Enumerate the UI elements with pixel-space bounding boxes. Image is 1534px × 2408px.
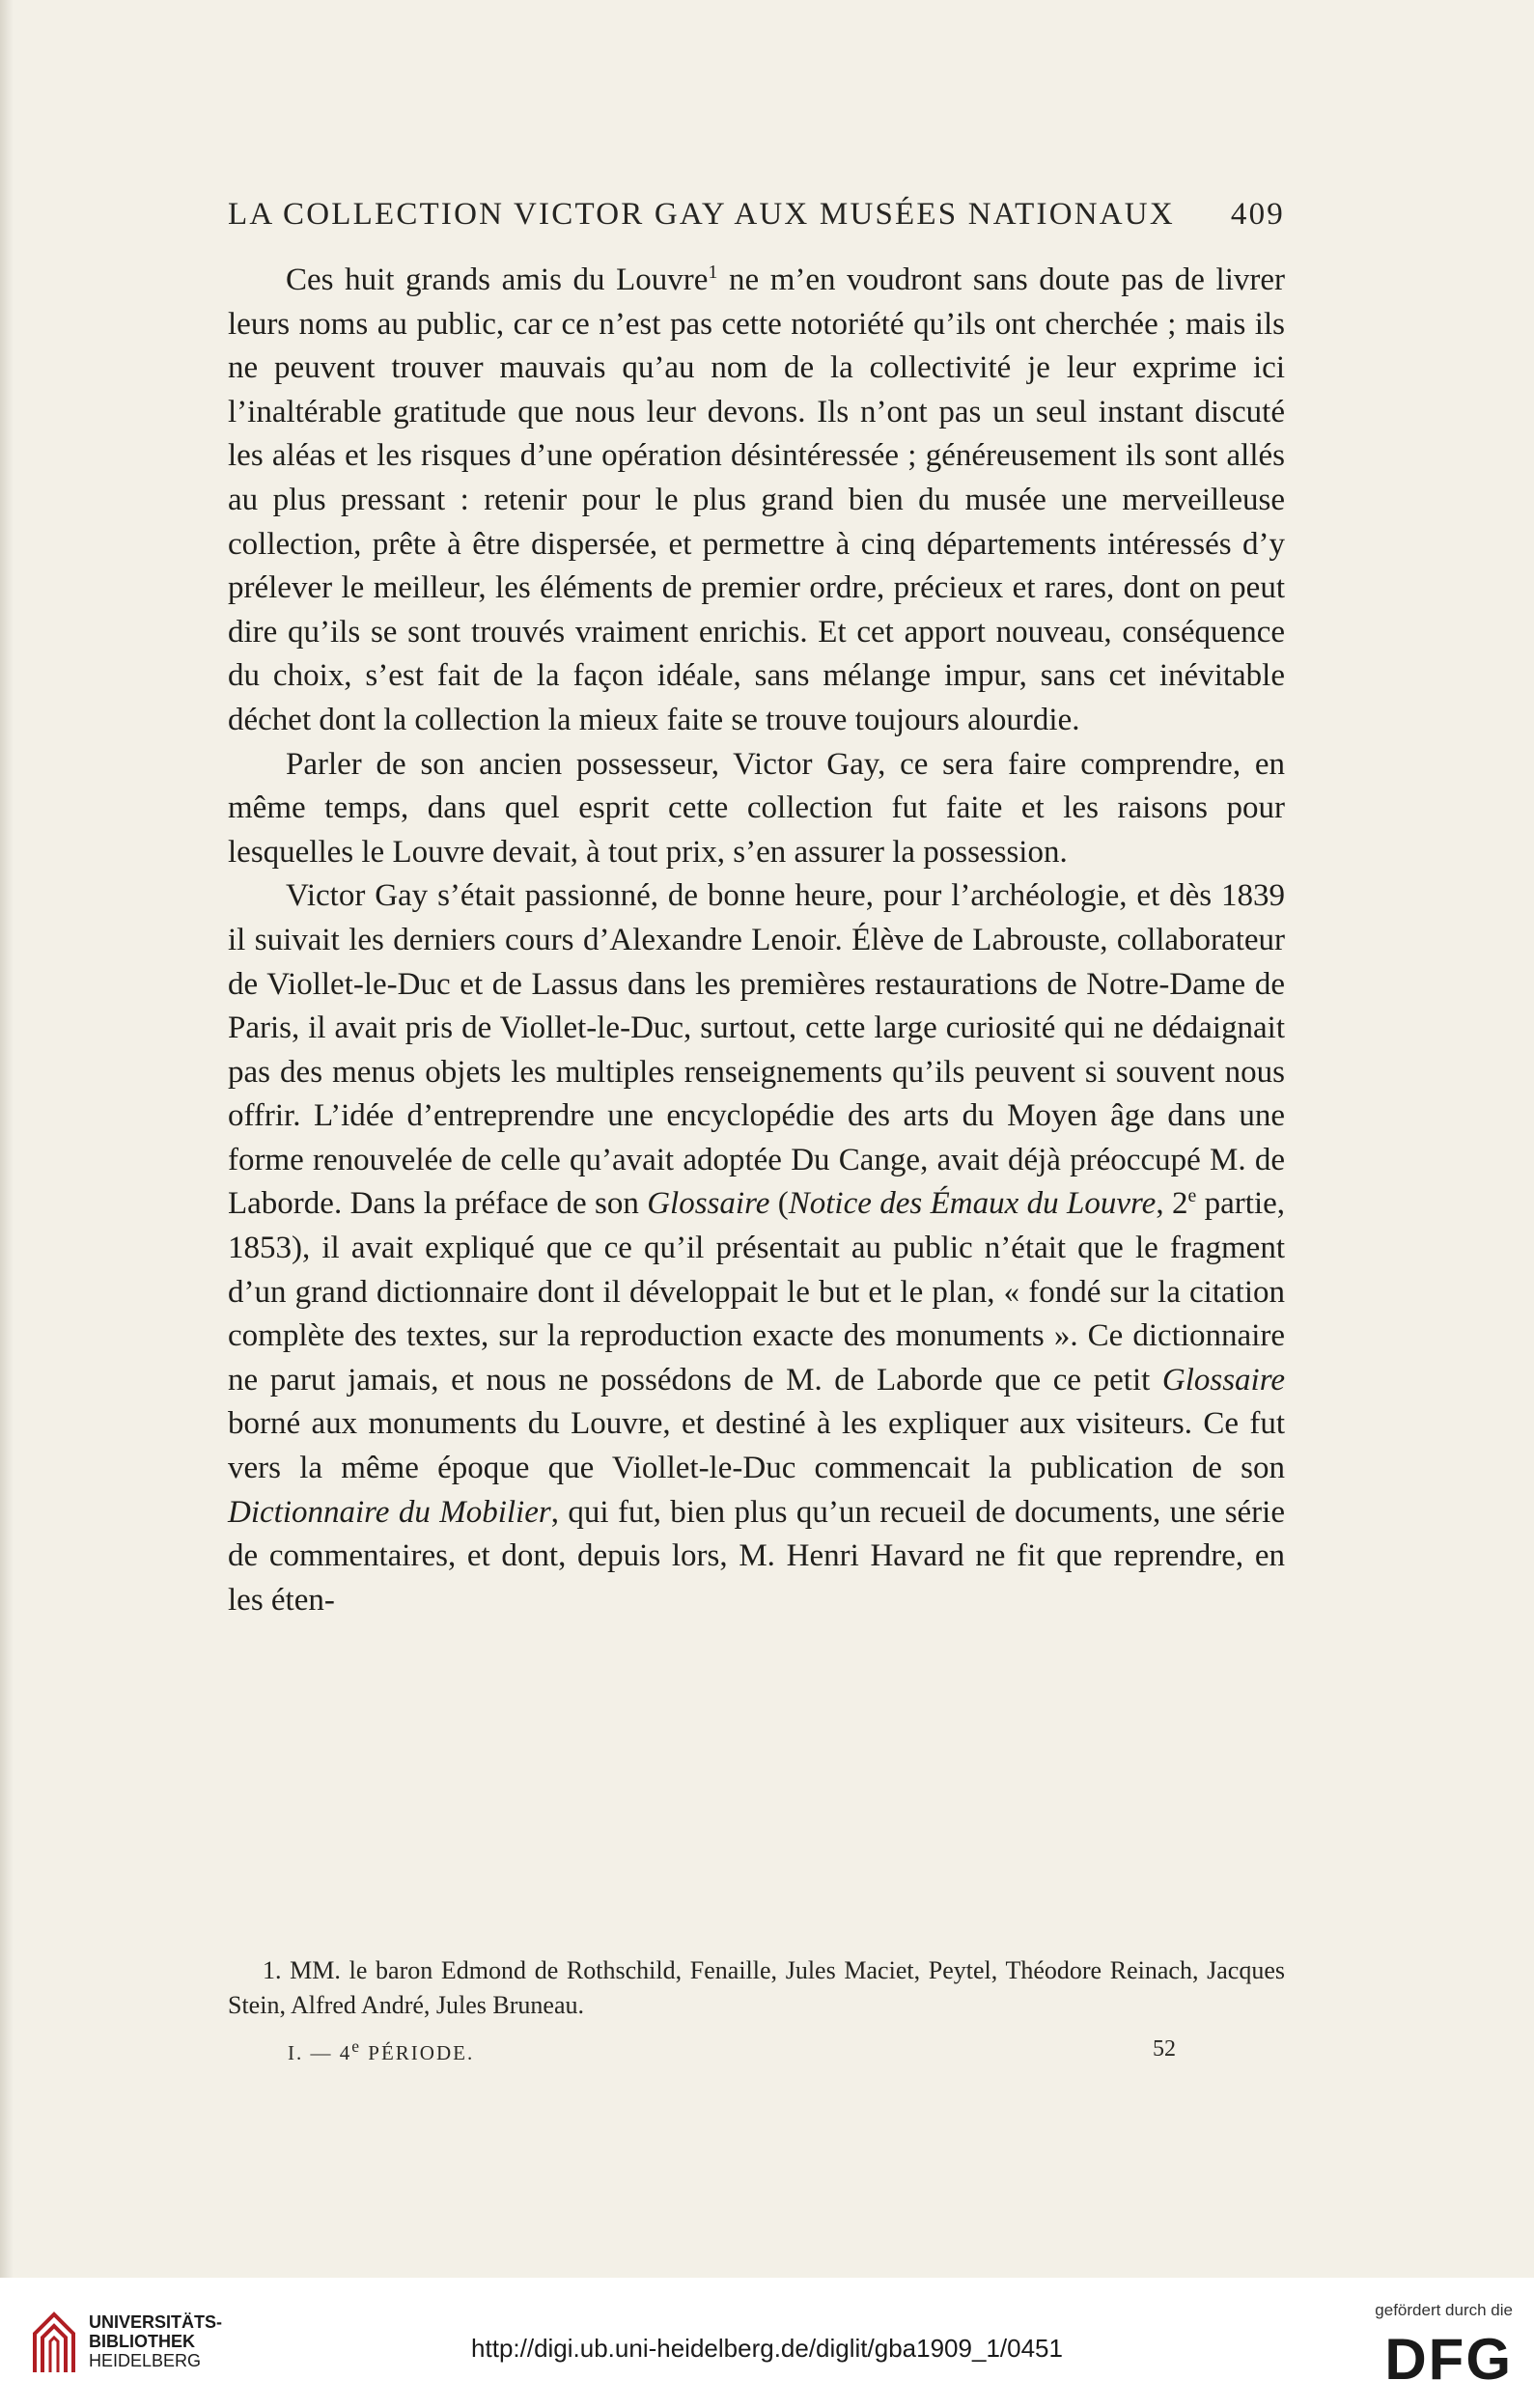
page-number: 409 bbox=[1230, 197, 1285, 232]
paragraph-1-text-a: Ces huit grands amis du Louvre bbox=[286, 263, 709, 297]
signature-sup: e bbox=[351, 2036, 362, 2056]
paragraph-3-text-c: , 2 bbox=[1156, 1186, 1188, 1222]
funded-by-label: gefördert durch die bbox=[1375, 2301, 1513, 2319]
paragraph-3 bbox=[228, 874, 1285, 1622]
viewer-footer bbox=[0, 2278, 1534, 2408]
library-name-line-2: BIBLIOTHEK bbox=[89, 2332, 195, 2351]
signature-sheet-number: 52 bbox=[1153, 2036, 1176, 2062]
library-name-line-3: HEIDELBERG bbox=[89, 2351, 202, 2370]
dfg-logo: DFG bbox=[1384, 2327, 1513, 2392]
footnotes bbox=[228, 1953, 1285, 2023]
paragraph-3-text-d: partie, 1853), il avait expliqué que ce qu’il présentait au public n’était que le fragment d’un grand dictionnaire dont il développait le but et le plan, « fondé sur la citation complète des textes, sur la reproduction exacte des monuments ». Ce dictionnaire ne parut jamais, et nous ne possédons de M. de Laborde que ce petit bbox=[228, 1186, 1286, 1398]
permalink-url[interactable]: http://digi.ub.uni-heidelberg.de/diglit/gba1909_1/0451 bbox=[471, 2334, 1063, 2363]
italic-glossaire-2: Glossaire bbox=[1161, 1362, 1285, 1398]
paragraph-1-text-b: ne m’en voudront sans doute pas de livrer leurs noms au public, car ce n’est pas cette notoriété qu’ils ont cherchée ; mais ils ne peuvent trouver mauvais qu’au nom de la collectivité je leur exprime ici l’inaltérable gratitude que nous leur devons. Ils n’ont pas un seul instant discuté les aléas et les risques d’une opération désintéressée ; généreusement ils sont allés au plus pressant : retenir pour le plus grand bien du musée une merveilleuse collection, prête à être dispersée, et permettre à cinq départements intéressés d’y prélever le meilleur, les éléments de premier ordre, précieux et rares, dont on peut dire qu’ils se sont trouvés vraiment enrichis. Et cet apport nouveau, conséquence du choix, s’est fait de la façon idéale, sans mélange impur, sans cet inévitable déchet dont la collection la mieux faite se trouve toujours alourdie. bbox=[228, 263, 1286, 737]
signature-volume: I. — 4 bbox=[288, 2041, 352, 2064]
italic-dictionnaire-du-mobilier: Dictionnaire du Mobilier bbox=[228, 1494, 551, 1530]
paragraph-3-text-e: borné aux monuments du Louvre, et destiné à les expliquer aux visiteurs. Ce fut vers la même époque que Viollet-le-Duc commencait la publication de son bbox=[228, 1406, 1285, 1486]
paragraph-3-text-a: Victor Gay s’était passionné, de bonne heure, pour l’archéologie, et dès 1839 il suivait les derniers cours d’Alexandre Lenoir. Élève de Labrouste, collaborateur de Viollet-le-Duc et de Lassus dans les premières restaurations de Notre-Dame de Paris, il avait pris de Viollet-le-Duc, surtout, cette large curiosité qui ne dédaignait pas des menus objets les multiples renseignements qu’ils peuvent si souvent nous offrir. L’idée d’entreprendre une encyclopédie des arts du Moyen âge dans une forme renouvelée de celle qu’avait adoptée Du Cange, avait déjà préoccupé M. de Laborde. Dans la préface de son bbox=[228, 878, 1285, 1222]
italic-glossaire: Glossaire bbox=[647, 1186, 770, 1222]
superscript-e: e bbox=[1187, 1185, 1197, 1207]
paragraph-3-text-f: , qui fut, bien plus qu’un recueil de documents, une série de commentaires, et dont, depuis lors, M. Henri Havard ne fit que reprendre, en les éten- bbox=[228, 1494, 1285, 1618]
footnote-1: 1. MM. le baron Edmond de Rothschild, Fenaille, Jules Maciet, Peytel, Théodore Reinach, Jacques Stein, Alfred André, Jules Bruneau. bbox=[228, 1956, 1285, 2019]
paragraph-1 bbox=[228, 259, 1285, 743]
body-text bbox=[228, 259, 1285, 1622]
page-binding-edge bbox=[0, 0, 14, 2278]
running-head bbox=[228, 197, 1285, 233]
signature-line bbox=[288, 2036, 1176, 2065]
footnote-ref: 1 bbox=[708, 262, 718, 283]
paragraph-2: Parler de son ancien possesseur, Victor Gay, ce sera faire comprendre, en même temps, dans quel esprit cette collection fut faite et les raisons pour lesquelles le Louvre devait, à tout prix, s’en assurer la possession. bbox=[228, 746, 1285, 870]
paragraph-3-text-b: ( bbox=[769, 1186, 789, 1222]
library-name-line-1: UNIVERSITÄTS- bbox=[89, 2312, 223, 2332]
running-head-title: LA COLLECTION VICTOR GAY AUX MUSÉES NATIONAUX bbox=[228, 197, 1175, 232]
italic-notice-des-emaux: Notice des Émaux du Louvre bbox=[788, 1186, 1157, 1222]
signature-periode: PÉRIODE. bbox=[361, 2041, 475, 2064]
